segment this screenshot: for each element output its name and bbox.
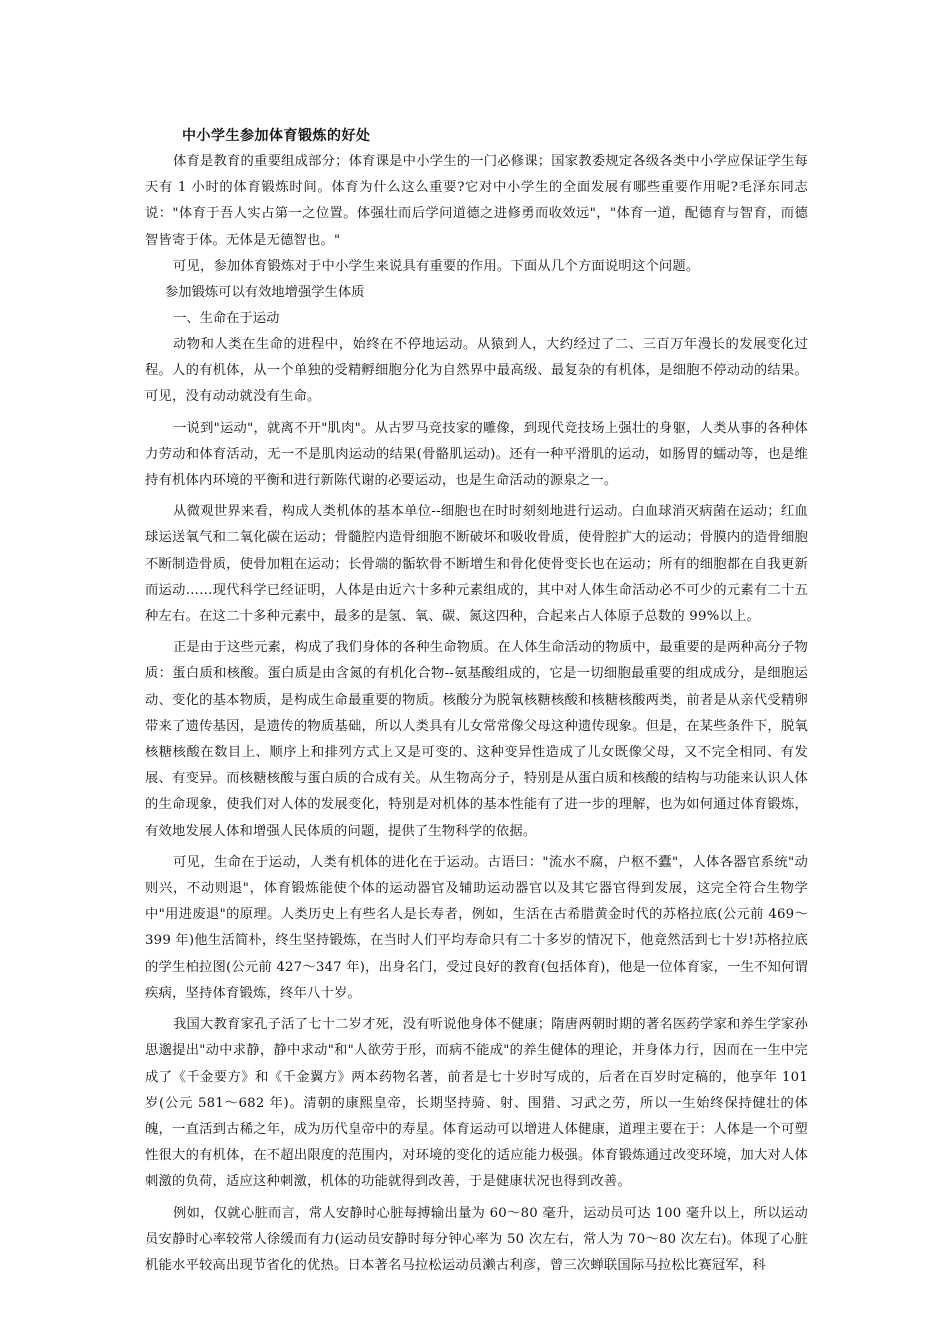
- body-paragraph: 我国大教育家孔子活了七十二岁才死，没有听说他身体不健康；隋唐两朝时期的著名医药学家和养生学家孙思邈提出"动中求静，静中求动"和"人欲劳于形，而病不能成"的养生健体的理论，并身体力行，因而在一生中完成了《千金要方》和《千金翼方》两本药物名著，前者是七十岁时写成的，后者在百岁时定稿的，他享年 101 岁(公元 581～682 年)。清朝的康熙皇帝，长期坚持骑、射、围猎、习武之劳，所以一生始终保持健壮的体魄，一直活到古稀之年，成为历代皇帝中的寿星。体育运动可以增进人体健康，道理主要在于：人体是一个可塑性很大的有机体，在不超出限度的范围内，对环境的变化的适应能力极强。体育锻炼通过改变环境，加大对人体刺激的负荷，适应这种刺激，机体的功能就得到改善，于是健康状况也得到改善。: [145, 1017, 808, 1190]
- intro-conclusion-paragraph: 可见，参加体育锻炼对于中小学生来说具有重要的作用。下面从几个方面说明这个问题。: [173, 258, 700, 274]
- section-heading: 参加锻炼可以有效地增强学生体质: [165, 285, 365, 301]
- body-paragraph: 从微观世界来看，构成人类机体的基本单位--细胞也在时时刻刻地进行运动。白血球消灭病菌在运动；红血球运送氧气和二氧化碳在运动；骨髓腔内造骨细胞不断破坏和吸收骨质，使骨腔扩大的运动；骨膜内的造骨细胞不断制造骨质，使骨加粗在运动；长骨端的骺软骨不断增生和骨化使骨变长也在运动；所有的细胞都在自我更新而运动……现代科学已经证明，人体是由近六十多种元素组成的，其中对人体生命活动必不可少的元素有二十五种左右。在这二十多种元素中，最多的是氢、氧、碳、氮这四种，合起来占人体原子总数的 99%以上。: [145, 504, 808, 625]
- document-page: [145, 123, 808, 1279]
- body-paragraph: 动物和人类在生命的进程中，始终在不停地运动。从猿到人，大约经过了二、三百万年漫长的发展变化过程。人的有机体，从一个单独的受精孵细胞分化为自然界中最高级、最复杂的有机体，是细胞不停动动的结果。可见，没有动动就没有生命。: [145, 337, 808, 405]
- body-paragraph: 例如，仅就心脏而言，常人安静时心脏每搏输出量为 60～80 毫升，运动员可达 100 毫升以上，所以运动员安静时心率较常人徐缓而有力(运动员安静时每分钟心率为 50 次左右，常人为 70～80 次左右)。体现了心脏机能水平较高出现节省化的优热。日本著名马拉松运动员濑古利彦，曾三次蝉联国际马拉松比赛冠军，科: [145, 1205, 808, 1273]
- body-paragraph: 正是由于这些元素，构成了我们身体的各种生命物质。在人体生命活动的物质中，最重要的是两种高分子物质：蛋白质和核酸。蛋白质是由含氮的有机化合物--氨基酸组成的，它是一切细胞最重要的组成成分，是细胞运动、变化的基本物质，是构成生命最重要的物质。核酸分为脱氧核糖核酸和核糖核酸两类，前者是从亲代受精卵带来了遗传基因，是遗传的物质基础，所以人类具有儿女常常像父母这种遗传现象。但是，在某些条件下，脱氧核糖核酸在数目上、顺序上和排列方式上又是可变的、这种变异性造成了儿女既像父母，又不完全相同、有发展、有变异。而核糖核酸与蛋白质的合成有关。从生物高分子，特别是从蛋白质和核酸的结构与功能来认识人体的生命现象，使我们对人体的发展变化，特别是对机体的基本性能有了进一步的理解，也为如何通过体育锻炼，有效地发展人体和增强人民体质的问题，提供了生物科学的依据。: [145, 640, 808, 839]
- document-title: 中小学生参加体育锻炼的好处: [182, 128, 371, 144]
- intro-paragraph: 体育是教育的重要组成部分；体育课是中小学生的一门必修课；国家教委规定各级各类中小学应保证学生每天有 1 小时的体育锻炼时间。体育为什么这么重要?它对中小学生的全面发展有哪些重要作用呢?毛泽东同志说："体育于吾人实占第一之位置。体强壮而后学问道德之进修勇而收效远"，"体育一道，配德育与智育，而德智皆寄于体。无体是无德智也。": [145, 154, 808, 248]
- body-paragraph: 一说到"运动"，就离不开"肌肉"。从古罗马竞技家的雕像，到现代竞技场上强壮的身躯，人类从事的各种体力劳动和体育活动，无一不是肌肉运动的结果(骨骼肌运动)。还有一种平滑肌的运动，如肠胃的蠕动等，也是维持有机体内环境的平衡和进行新陈代谢的必要运动，也是生命活动的源泉之一。: [145, 420, 808, 489]
- body-paragraph: 可见，生命在于运动，人类有机体的进化在于运动。古语曰："流水不腐，户枢不蠹"，人体各器官系统"动则兴，不动则退"，体育锻炼能使个体的运动器官及辅助运动器官以及其它器官得到发展，这完全符合生物学中"用进废退"的原理。人类历史上有些名人是长寿者，例如，生活在古希腊黄金时代的苏格拉底(公元前 469～399 年)他生活简朴，终生坚持锻炼，在当时人们平均寿命只有二十多岁的情况下，他竟然活到七十岁!苏格拉底的学生柏拉图(公元前 427～347 年)，出身名门，受过良好的教育(包括体育)，他是一位体育家，一生不知何谓疾病，坚持体育锻炼，终年八十岁。: [145, 854, 808, 1001]
- subsection-heading: 一、生命在于运动: [173, 311, 280, 327]
